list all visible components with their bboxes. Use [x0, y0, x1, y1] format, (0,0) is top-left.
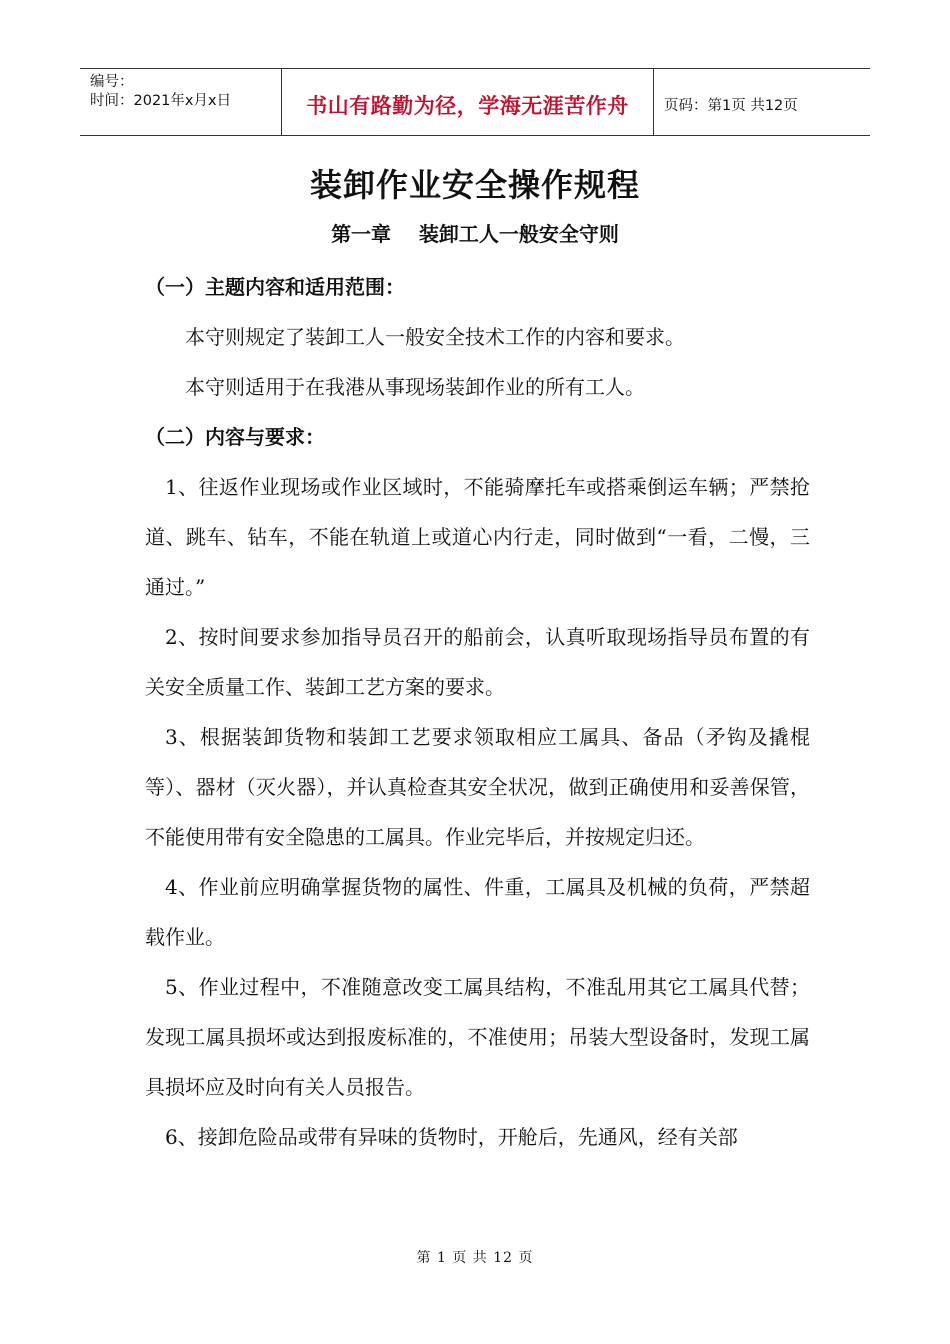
requirement-item: 6、接卸危险品或带有异味的货物时，开舱后，先通风，经有关部 — [165, 1125, 738, 1149]
section-heading-scope: （一）主题内容和适用范围： — [145, 275, 405, 299]
header-page-info: 页码：第1页 共12页 — [664, 97, 798, 114]
header-motto: 书山有路勤为径，学海无涯苦作舟 — [282, 69, 654, 135]
document-title: 装卸作业安全操作规程 — [309, 166, 640, 204]
page-header-table — [80, 68, 870, 136]
chapter-title: 第一章 装卸工人一般安全守则 — [331, 222, 619, 246]
requirement-item: 4、作业前应明确掌握货物的属性、件重，工属具及机械的负荷，严禁超载作业。 — [145, 875, 810, 949]
header-meta-cell — [80, 69, 282, 135]
paragraph: 本守则规定了装卸工人一般安全技术工作的内容和要求。 — [185, 325, 685, 349]
requirement-item: 5、作业过程中，不准随意改变工属具结构，不准乱用其它工属具代替；发现工属具损坏或达到报废标准的，不准使用；吊装大型设备时，发现工属具损坏应及时向有关人员报告。 — [145, 975, 810, 1099]
paragraph: 本守则适用于在我港从事现场装卸作业的所有工人。 — [185, 375, 645, 399]
requirement-item: 1、往返作业现场或作业区域时，不能骑摩托车或搭乘倒运车辆；严禁抢道、跳车、钻车，不能在轨道上或道心内行走，同时做到“一看，二慢，三通过。” — [145, 475, 810, 599]
document-date-label: 时间：2021年x月x日 — [90, 93, 232, 109]
document-body — [145, 262, 810, 1162]
page-footer: 第 1 页 共 12 页 — [416, 1250, 534, 1266]
requirement-item: 3、根据装卸货物和装卸工艺要求领取相应工属具、备品（矛钩及撬棍等）、器材（灭火器），并认真检查其安全状况，做到正确使用和妥善保管，不能使用带有安全隐患的工属具。作业完毕后，并按规定归还。 — [145, 725, 810, 849]
document-number-label: 编号： — [90, 74, 134, 90]
section-heading-requirements: （二）内容与要求： — [145, 425, 325, 449]
requirement-item: 2、按时间要求参加指导员召开的船前会，认真听取现场指导员布置的有关安全质量工作、装卸工艺方案的要求。 — [145, 625, 810, 699]
